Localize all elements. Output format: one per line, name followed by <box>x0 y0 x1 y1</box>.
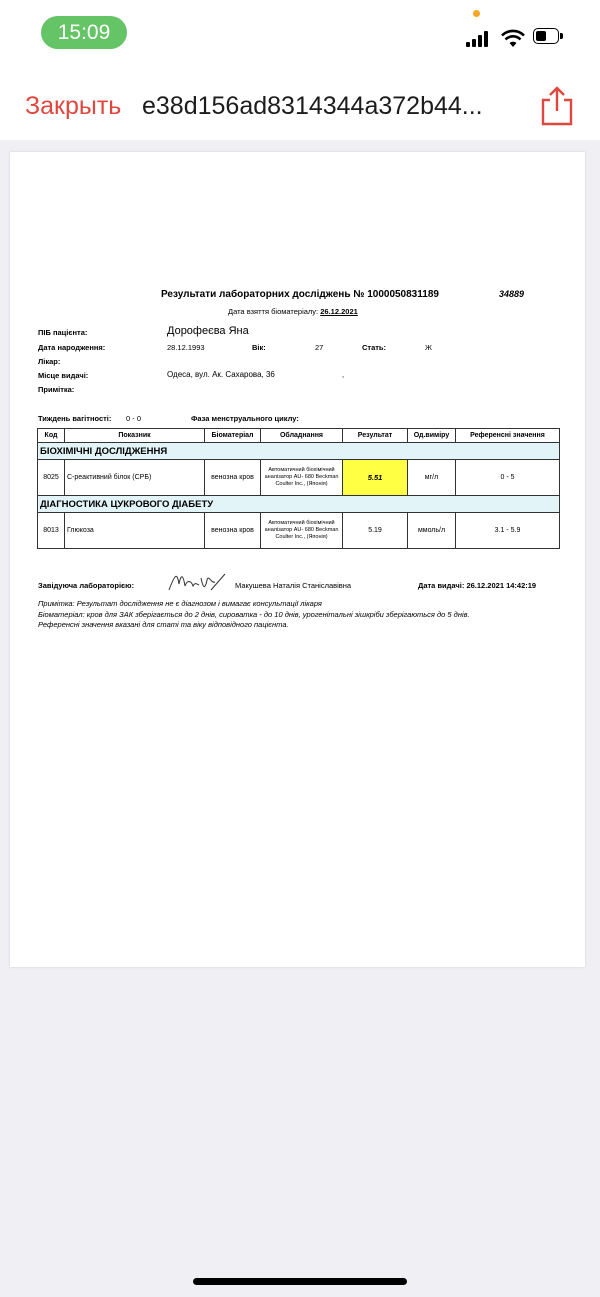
share-icon[interactable] <box>540 86 574 126</box>
issue-date: 26.12.2021 14:42:19 <box>466 581 537 590</box>
status-time[interactable]: 15:09 <box>41 16 127 49</box>
place-label: Місце видачі: <box>38 371 89 380</box>
age-label: Вік: <box>252 343 266 352</box>
issue-date-row <box>418 581 536 590</box>
row-code: 8013 <box>38 513 65 549</box>
section-title: ДІАГНОСТИКА ЦУКРОВОГО ДІАБЕТУ <box>38 496 560 513</box>
row-material: венозна кров <box>205 460 261 496</box>
patient-name: Дорофеєва Яна <box>167 325 249 337</box>
age-value: 27 <box>315 343 324 352</box>
results-table <box>37 428 560 549</box>
row-name: Глюкоза <box>65 513 205 549</box>
table-row <box>38 460 560 496</box>
row-reference: 0 - 5 <box>456 460 560 496</box>
header-unit: Од.виміру <box>408 429 456 443</box>
row-unit: ммоль/л <box>408 513 456 549</box>
row-name: С-реактивний білок (СРБ) <box>65 460 205 496</box>
row-reference: 3.1 - 5.9 <box>456 513 560 549</box>
notes-block <box>38 599 470 631</box>
patient-name-label: ПІБ пацієнта: <box>38 328 88 337</box>
header-device: Обладнання <box>261 429 343 443</box>
status-bar <box>0 0 600 70</box>
pregnancy-label: Тиждень вагітності: <box>38 414 112 423</box>
place-suffix: , <box>342 370 345 379</box>
row-unit: мг/л <box>408 460 456 496</box>
cycle-label: Фаза менструального циклу: <box>191 414 299 423</box>
wifi-icon <box>501 28 525 48</box>
sex-label: Стать: <box>362 343 387 352</box>
dob-label: Дата народження: <box>38 343 106 352</box>
table-header-row <box>38 429 560 443</box>
note-label: Примітка: <box>38 385 75 394</box>
sample-date-row <box>228 307 358 316</box>
dob-value: 28.12.1993 <box>167 343 205 352</box>
report-code: 34889 <box>499 289 525 299</box>
sample-date: 26.12.2021 <box>320 307 358 316</box>
note-line: Референсні значення вказані для статі та віку відповідного пацієнта. <box>38 620 289 629</box>
table-row <box>38 513 560 549</box>
document-page[interactable] <box>10 152 585 967</box>
report-heading: Результати лабораторних досліджень № 1000050831189 <box>161 289 439 300</box>
row-device: Автоматичний біохімічний аналізатор AU- 680 Beckman Coulter Inc., (Японія) <box>261 513 343 549</box>
close-button[interactable]: Закрыть <box>25 92 122 120</box>
row-result: 5.51 <box>343 460 408 496</box>
battery-icon <box>533 28 563 45</box>
row-code: 8025 <box>38 460 65 496</box>
pregnancy-value: 0 - 0 <box>126 414 142 423</box>
header-material: Біоматеріал <box>205 429 261 443</box>
row-material: венозна кров <box>205 513 261 549</box>
signature-icon <box>167 570 227 594</box>
home-indicator[interactable] <box>193 1278 407 1285</box>
header-indicator: Показник <box>65 429 205 443</box>
section-title: БІОХІМІЧНІ ДОСЛІДЖЕННЯ <box>38 443 560 460</box>
sex-value: Ж <box>425 343 432 352</box>
header-result: Результат <box>343 429 408 443</box>
row-result: 5.19 <box>343 513 408 549</box>
sample-date-label: Дата взяття біоматеріалу: <box>228 307 319 316</box>
note-line: Примітка: Результат дослідження не є діагнозом і вимагає консультації лікаря <box>38 599 322 608</box>
head-label: Завідуюча лабораторією: <box>38 581 135 590</box>
privacy-indicator-icon <box>473 10 480 17</box>
issue-date-label: Дата видачі: <box>418 581 465 590</box>
place-value: Одеса, вул. Ак. Сахарова, 36 <box>167 370 275 379</box>
nav-bar <box>0 70 600 140</box>
row-device: Автоматичний біохімічний аналізатор AU- 680 Beckman Coulter Inc., (Японія) <box>261 460 343 496</box>
head-name: Макушева Наталія Станіславівна <box>235 581 352 590</box>
cellular-signal-icon <box>466 30 492 47</box>
header-code: Код <box>38 429 65 443</box>
doctor-label: Лікар: <box>38 357 61 366</box>
document-title: e38d156ad8314344a372b44... <box>142 92 483 120</box>
note-line: Біоматеріал: кров для ЗАК зберігається до 2 днів, сироватка - до 10 днів, урогенітальні зішкріби зберігаються до 5 днів. <box>38 609 470 619</box>
header-reference: Референсні значення <box>456 429 560 443</box>
section-row <box>38 443 560 460</box>
section-row <box>38 496 560 513</box>
